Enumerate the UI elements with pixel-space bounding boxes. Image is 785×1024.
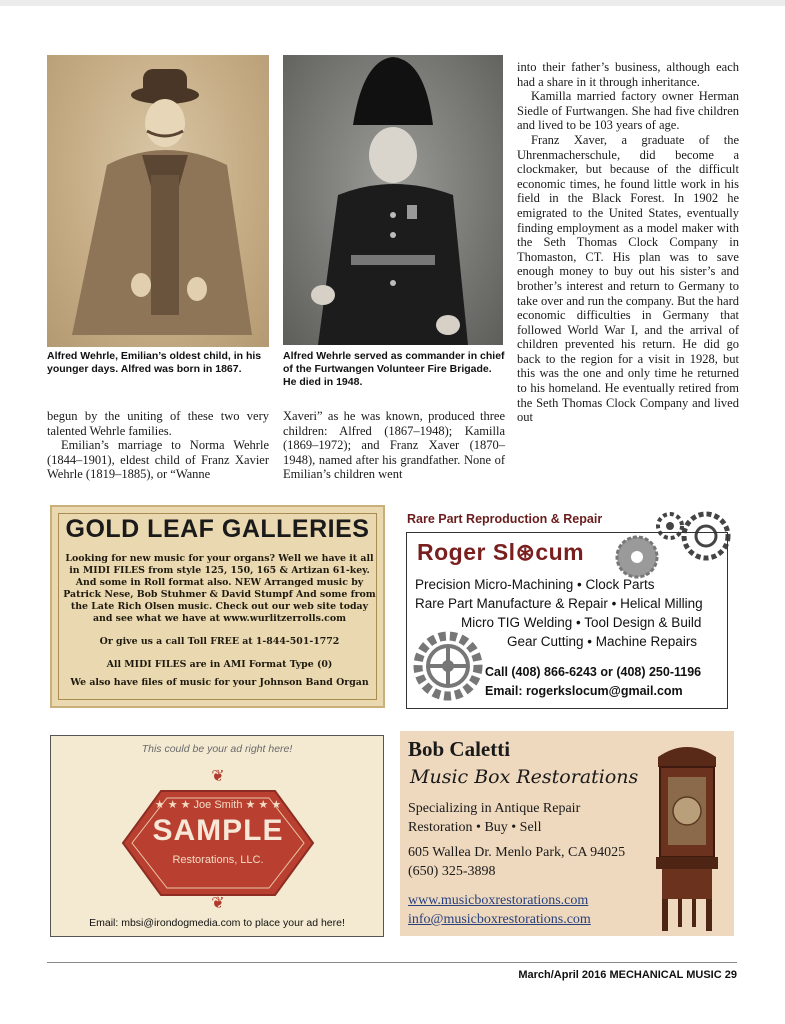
paragraph: begun by the uniting of these two very talented Wehrle families. — [47, 409, 269, 438]
ad-text: All MIDI FILES are in AMI Format Type (0) — [106, 659, 333, 670]
photo-alfred-uniform — [283, 55, 503, 345]
music-box-cabinet-image — [648, 737, 726, 933]
service-line: Precision Micro-Machining • Clock Parts — [415, 577, 655, 592]
ad-body — [62, 553, 377, 689]
address-text: 605 Wallea Dr. Menlo Park, CA 94025 — [408, 845, 626, 860]
ad-sample-placeholder — [50, 735, 384, 937]
ad-text: Looking for new music for your organs? Well we have it all in MIDI FILES from style 125, 150, 165 & Artizan 61-key. And some in Roll format also. NEW Arranged music by Patrick Nese, Bob Stuhmer & David Stumpf And some from the Late Rich Olsen music. Check out our web site today and see what we have at — [63, 553, 376, 624]
ad-tagline: This could be your ad right here! — [141, 743, 293, 755]
sample-word: SAMPLE — [152, 814, 284, 847]
article-column-left — [47, 409, 269, 482]
website-link[interactable]: www.wurlitzerrolls.com — [223, 613, 347, 624]
ad-text: We also have files of music for your Johnson Band Organ — [70, 677, 369, 688]
portrait-illustration — [283, 55, 503, 345]
page-number: 29 — [724, 969, 737, 981]
ad-box — [406, 532, 728, 709]
ad-roger-slocum — [402, 508, 734, 711]
ad-text: Specializing in Antique Repair — [408, 801, 581, 816]
sample-sub: Restorations, LLC. — [172, 854, 264, 866]
ad-header: Rare Part Reproduction & Repair — [407, 512, 603, 526]
ad-contact: Email: mbsi@irondogmedia.com to place your ad here! — [89, 917, 345, 929]
ad-text: Restoration • Buy • Sell — [408, 820, 542, 835]
svg-text:❦: ❦ — [211, 893, 225, 912]
paragraph: Emilian’s marriage to Norma Wehrle (1844–1901), eldest child of Franz Xavier Wehrle (1819–1885), or “Wanne — [47, 438, 269, 482]
email-text: Email: rogerkslocum@gmail.com — [485, 684, 683, 698]
service-line: Micro TIG Welding • Tool Design & Build — [461, 615, 702, 630]
ad-title: GOLD LEAF GALLERIES — [65, 515, 370, 543]
issue-date: March/April 2016 — [518, 969, 607, 981]
page-footer — [518, 969, 737, 981]
website-link[interactable]: www.musicboxrestorations.com — [408, 893, 589, 908]
paragraph: Franz Xaver, a graduate of the Uhrenmacherschule, did become a clockmaker, but because of the difficult economic times, he found little work in his field in the Black Forest. In 1902 he emigrated to the United States, eventually finding employment as a model maker with the Seth Thomas Clock Company in Thomaston, CT. His plan was to save enough money to buy out his sister’s and brother’s interest and return to Germany to take over and run the company. But the hard economic difficulties in Germany that followed World War I, and the arrival of children prevented his return. He did go back to the region for a visit in 1928, but this was the one and only time he returned to his homeland. He eventually retired from the Seth Thomas Clock Company and lived out — [517, 132, 739, 425]
service-line: Rare Part Manufacture & Repair • Helical Milling — [415, 596, 703, 611]
ad-text: Or give us a call Toll FREE at 1-844-501-1772 — [99, 636, 340, 647]
email-link[interactable]: info@musicboxrestorations.com — [408, 912, 591, 927]
ad-subtitle: Music Box Restorations — [410, 766, 639, 788]
phone-text: Call (408) 866-6243 or (408) 250-1196 — [485, 665, 702, 679]
service-line: Gear Cutting • Machine Repairs — [507, 634, 698, 649]
article-column-middle — [283, 409, 505, 482]
photo-caption: Alfred Wehrle served as commander in chief of the Furtwangen Volunteer Fire Brigade. He died in 1948. — [283, 350, 505, 388]
top-edge — [0, 0, 785, 6]
ad-bob-caletti — [400, 731, 734, 936]
photo-alfred-young — [47, 55, 269, 347]
paragraph: Xaveri” as he was known, produced three children: Alfred (1867–1948); Kamilla (1869–1972); and Franz Xaver (1870–1948), named after his grandfather. None of Emilian’s children went — [283, 409, 505, 482]
gear-icon — [411, 629, 485, 703]
magazine-name: MECHANICAL MUSIC — [609, 969, 722, 981]
gear-icon — [607, 533, 667, 581]
footer-rule — [47, 962, 737, 963]
portrait-illustration — [47, 55, 269, 347]
phone-text: (650) 325-3898 — [408, 864, 496, 879]
paragraph: into their father’s business, although each had a share in it through inheritance. — [517, 60, 739, 89]
sample-stars: ★ ★ ★ Joe Smith ★ ★ ★ — [154, 799, 282, 811]
paragraph: Kamilla married factory owner Herman Siedle of Furtwangen. She had five children and lived to be 103 years of age. — [517, 89, 739, 133]
article-column-right — [517, 60, 739, 425]
photo-caption: Alfred Wehrle, Emilian’s oldest child, in his younger days. Alfred was born in 1867. — [47, 350, 262, 375]
ad-title: Roger Sl⊛cum — [417, 539, 585, 565]
svg-text:❦: ❦ — [211, 766, 225, 785]
ad-gold-leaf-galleries — [50, 505, 385, 708]
ad-title: Bob Caletti — [408, 737, 511, 761]
